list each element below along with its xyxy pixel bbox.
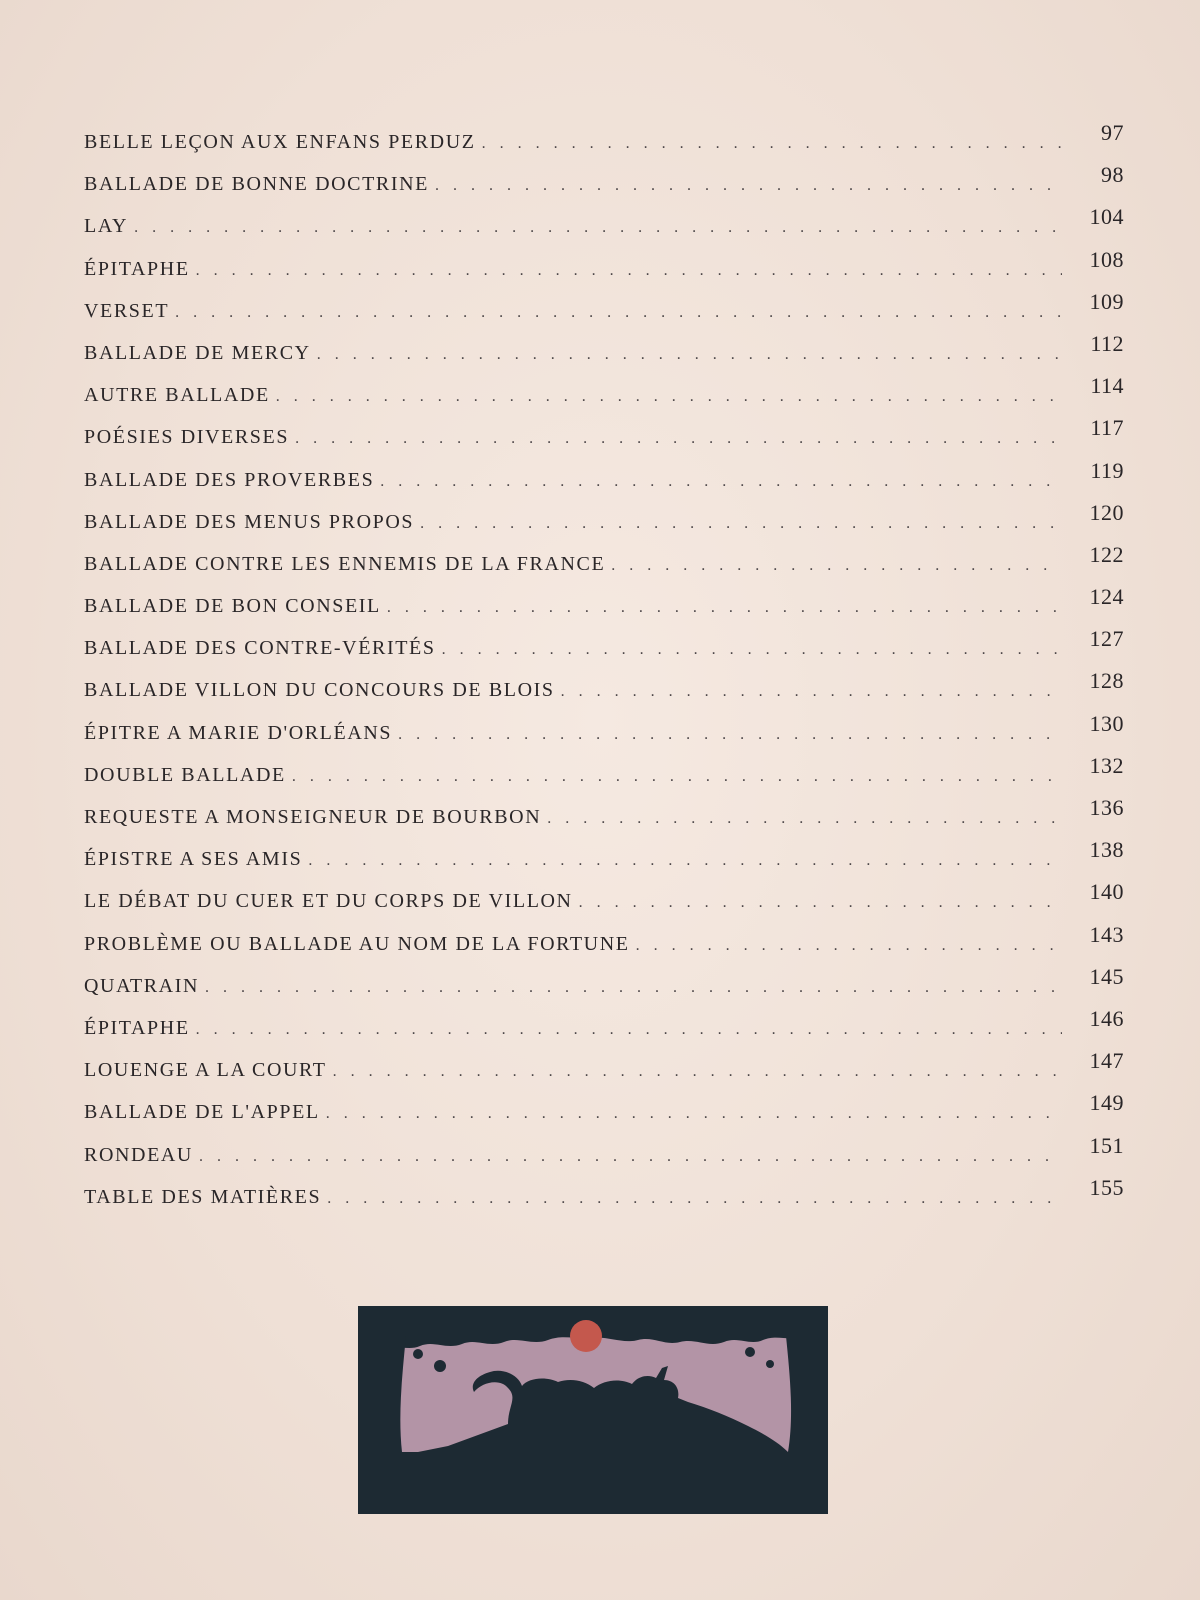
toc-dot-leader bbox=[579, 894, 1062, 912]
toc-entry-page-number: 124 bbox=[1089, 584, 1124, 610]
toc-dot-leader bbox=[611, 557, 1062, 575]
toc-entry-title: ÉPISTRE A SES AMIS bbox=[84, 848, 303, 871]
toc-entry-title: BALLADE DES MENUS PROPOS bbox=[84, 510, 415, 533]
toc-entry-page-number: 145 bbox=[1089, 963, 1124, 989]
toc-entry-title: LAY bbox=[84, 215, 129, 238]
toc-entry-page-number: 146 bbox=[1089, 1005, 1124, 1031]
vignette-leaf bbox=[434, 1360, 446, 1372]
toc-entry bbox=[84, 584, 1124, 634]
toc-entry-title: AUTRE BALLADE bbox=[84, 384, 270, 407]
toc-entry bbox=[84, 921, 1124, 972]
toc-dot-leader bbox=[333, 1063, 1062, 1081]
toc-dot-leader bbox=[387, 599, 1062, 617]
toc-dot-leader bbox=[292, 768, 1062, 786]
toc-entry-title: VERSET bbox=[84, 299, 170, 322]
toc-entry-page-number: 114 bbox=[1090, 373, 1124, 399]
toc-entry-page-number: 122 bbox=[1089, 541, 1124, 567]
vignette-ground bbox=[380, 1452, 806, 1492]
toc-entry-page-number: 120 bbox=[1089, 499, 1124, 525]
toc-entry bbox=[84, 837, 1124, 887]
toc-entry-page-number: 128 bbox=[1089, 668, 1124, 694]
toc-entry-page-number: 117 bbox=[1090, 415, 1124, 441]
toc-entry bbox=[84, 795, 1124, 845]
toc-dot-leader bbox=[435, 177, 1062, 195]
toc-entry-title: BALLADE DES PROVERBES bbox=[84, 468, 375, 491]
vignette-sun bbox=[570, 1320, 602, 1352]
toc-dot-leader bbox=[308, 852, 1062, 870]
toc-entry-page-number: 130 bbox=[1089, 710, 1124, 736]
toc-entry bbox=[84, 499, 1124, 550]
toc-entry bbox=[84, 204, 1124, 254]
toc-dot-leader bbox=[196, 262, 1062, 280]
toc-entry-title: DOUBLE BALLADE bbox=[84, 763, 286, 786]
toc-entry-title: QUATRAIN bbox=[84, 974, 200, 997]
toc-entry-title: BELLE LEÇON AUX ENFANS PERDUZ bbox=[84, 131, 476, 153]
toc-dot-leader bbox=[196, 1021, 1062, 1039]
toc-dot-leader bbox=[442, 641, 1062, 659]
toc-entry bbox=[84, 330, 1124, 381]
toc-entry bbox=[84, 457, 1124, 508]
toc-entry-page-number: 138 bbox=[1089, 837, 1124, 863]
toc-entry-page-number: 119 bbox=[1090, 457, 1124, 483]
vignette-leaf bbox=[745, 1347, 755, 1357]
toc-entry bbox=[84, 373, 1124, 423]
toc-entry-page-number: 104 bbox=[1089, 204, 1124, 230]
toc-entry bbox=[84, 120, 1124, 170]
toc-entry-title: TABLE DES MATIÈRES bbox=[84, 1185, 322, 1208]
vignette-leaf bbox=[413, 1349, 423, 1359]
toc-entry-title: BALLADE VILLON DU CONCOURS DE BLOIS bbox=[84, 679, 555, 702]
toc-dot-leader bbox=[636, 937, 1062, 955]
toc-entry-title: BALLADE DE BON CONSEIL bbox=[84, 595, 381, 618]
toc-dot-leader bbox=[134, 219, 1062, 237]
toc-entry-page-number: 97 bbox=[1101, 120, 1124, 145]
toc-entry bbox=[84, 541, 1124, 592]
toc-dot-leader bbox=[199, 1148, 1062, 1166]
toc-entry-page-number: 98 bbox=[1101, 162, 1124, 188]
toc-entry-page-number: 127 bbox=[1089, 626, 1124, 652]
toc-entry bbox=[84, 710, 1124, 761]
toc-dot-leader bbox=[295, 430, 1062, 448]
toc-entry bbox=[84, 1090, 1124, 1140]
toc-dot-leader bbox=[398, 726, 1062, 744]
toc-entry-page-number: 140 bbox=[1089, 879, 1124, 905]
vignette-leaf bbox=[766, 1360, 774, 1368]
toc-entry bbox=[84, 1132, 1124, 1183]
toc-entry-title: BALLADE DE MERCY bbox=[84, 341, 311, 364]
toc-entry-title: BALLADE DE BONNE DOCTRINE bbox=[84, 173, 429, 196]
silhouette-vignette-icon bbox=[358, 1306, 828, 1514]
toc-dot-leader bbox=[317, 346, 1062, 364]
toc-entry-title: RONDEAU bbox=[84, 1143, 193, 1166]
toc-entry-title: BALLADE CONTRE LES ENNEMIS DE LA FRANCE bbox=[84, 552, 606, 575]
toc-dot-leader bbox=[482, 135, 1062, 153]
toc-dot-leader bbox=[175, 304, 1062, 322]
toc-entry-page-number: 149 bbox=[1089, 1090, 1124, 1116]
toc-entry-title: REQUESTE A MONSEIGNEUR DE BOURBON bbox=[84, 806, 542, 828]
toc-entry-page-number: 147 bbox=[1089, 1048, 1124, 1074]
toc-entry bbox=[84, 162, 1124, 212]
toc-entry-title: ÉPITAPHE bbox=[84, 1016, 190, 1039]
toc-dot-leader bbox=[561, 683, 1062, 701]
toc-entry-title: LE DÉBAT DU CUER ET DU CORPS DE VILLON bbox=[84, 890, 573, 913]
toc-entry bbox=[84, 626, 1124, 676]
toc-entry bbox=[84, 879, 1124, 929]
toc-dot-leader bbox=[420, 515, 1062, 533]
toc-entry-title: ÉPITRE A MARIE D'ORLÉANS bbox=[84, 721, 393, 744]
toc-entry bbox=[84, 246, 1124, 297]
toc-entry-title: LOUENGE A LA COURT bbox=[84, 1059, 327, 1082]
toc-dot-leader bbox=[205, 979, 1062, 997]
toc-entry bbox=[84, 288, 1124, 339]
toc-entry bbox=[84, 668, 1124, 718]
toc-entry-page-number: 109 bbox=[1089, 288, 1124, 314]
toc-entry-page-number: 112 bbox=[1090, 330, 1124, 356]
toc-entry-page-number: 108 bbox=[1089, 246, 1124, 272]
toc-entry bbox=[84, 1005, 1124, 1056]
toc-entry-title: PROBLÈME OU BALLADE AU NOM DE LA FORTUNE bbox=[84, 932, 630, 955]
toc-entry bbox=[84, 752, 1124, 803]
toc-dot-leader bbox=[327, 1190, 1062, 1208]
toc-dot-leader bbox=[326, 1105, 1062, 1123]
toc-entry bbox=[84, 1174, 1124, 1225]
toc-entry bbox=[84, 963, 1124, 1014]
toc-entry-title: BALLADE DES CONTRE-VÉRITÉS bbox=[84, 637, 436, 660]
toc-entry bbox=[84, 1048, 1124, 1098]
toc-entry-title: POÉSIES DIVERSES bbox=[84, 426, 290, 449]
toc-entry-title: BALLADE DE L'APPEL bbox=[84, 1101, 320, 1124]
table-of-contents bbox=[84, 120, 1124, 1225]
toc-dot-leader bbox=[547, 810, 1062, 828]
toc-entry-page-number: 143 bbox=[1089, 921, 1124, 947]
toc-entry bbox=[84, 415, 1124, 465]
toc-dot-leader bbox=[380, 473, 1062, 491]
toc-entry-page-number: 151 bbox=[1089, 1132, 1124, 1158]
toc-entry-title: ÉPITAPHE bbox=[84, 257, 190, 280]
toc-entry-page-number: 132 bbox=[1089, 752, 1124, 778]
toc-entry-page-number: 136 bbox=[1089, 795, 1124, 820]
toc-dot-leader bbox=[276, 388, 1062, 406]
toc-entry-page-number: 155 bbox=[1089, 1174, 1124, 1200]
